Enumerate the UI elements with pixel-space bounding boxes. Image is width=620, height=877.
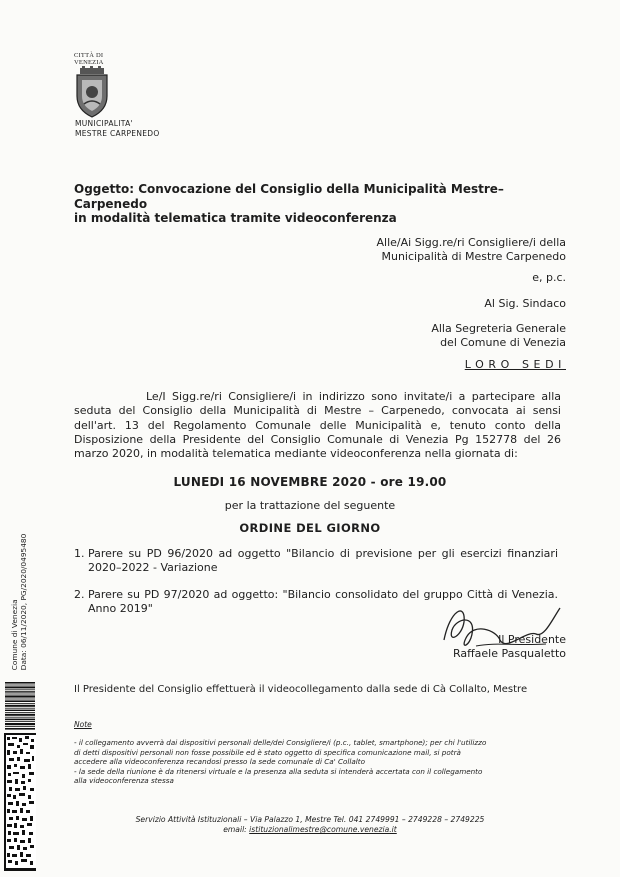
notes-body	[74, 738, 562, 786]
agenda-item-number: 1.	[74, 547, 85, 560]
recipients-mayor: Al Sig. Sindaco	[484, 297, 566, 310]
municipality-line1: MUNICIPALITA'	[75, 119, 133, 128]
footer	[0, 815, 620, 835]
signer-role: Il Presidente	[498, 633, 566, 646]
trattazione-line: per la trattazione del seguente	[224, 499, 396, 512]
city-name: CITTÀ DI VENEZIA	[74, 52, 104, 66]
recipients-cc: e, p.c.	[532, 271, 566, 284]
municipality-crest-icon	[74, 66, 110, 118]
signer	[453, 633, 566, 661]
notes-title: Note	[74, 720, 92, 729]
agenda-item	[74, 547, 561, 576]
agenda-item-text: Parere su PD 97/2020 ad oggetto: "Bilancio consolidato del gruppo Città di Venezia. Anno 2019"	[88, 588, 558, 616]
agenda-item-text: Parere su PD 96/2020 ad oggetto "Bilancio di previsione per gli esercizi finanziari 2020–2022 - Variazione	[88, 547, 558, 575]
subject-line2: in modalità telematica tramite videoconferenza	[74, 211, 397, 225]
secretariat-line1: Alla Segreteria Generale	[431, 322, 566, 335]
meeting-date: LUNEDI 16 NOVEMBRE 2020 - ore 19.00	[173, 475, 447, 489]
footer-email-label: email:	[223, 825, 247, 834]
notes-line: - la sede della riunione è da ritenersi virtuale e la presenza alla seduta si intenderà accertata con il collegamento	[74, 766, 483, 776]
recipients-councillors	[377, 236, 566, 264]
stamp-line2: Data: 06/11/2020, PG/2020/0495480	[19, 533, 28, 671]
footer-address: Servizio Attività Istituzionali – Via Palazzo 1, Mestre Tel. 041 2749991 – 2749228 – 2749225	[135, 815, 485, 824]
subject	[74, 182, 574, 226]
loro-sedi: LORO SEDI	[464, 358, 566, 371]
notes-line: alla videoconferenza stessa	[74, 776, 174, 786]
agenda-item-number: 2.	[74, 588, 85, 601]
municipality-name	[75, 119, 160, 138]
subject-line1: Oggetto: Convocazione del Consiglio della Municipalità Mestre–Carpenedo	[74, 182, 504, 211]
signer-name: Raffaele Pasqualetto	[452, 647, 566, 660]
secretariat-line2: del Comune di Venezia	[440, 336, 566, 349]
recipients-secretariat	[431, 322, 566, 350]
municipality-line2: MESTRE CARPENEDO	[75, 128, 160, 138]
stamp-line1: Comune di Venezia	[10, 599, 19, 671]
notes-line: accedere alla videoconferenza recandosi presso la sede comunale di Ca' Collalto	[74, 757, 365, 767]
footer-email-link[interactable]: istituzionalimestre@comune.venezia.it	[249, 825, 397, 834]
footer-email-line	[0, 825, 620, 835]
notes-line: di detti dispositivi personali non fosse possibile ed è stato oggetto di specifica comunicazione mail, si potrà	[74, 747, 461, 757]
convocation-paragraph: Le/I Sigg.re/ri Consigliere/i in indirizzo sono invitate/i a partecipare alla seduta del Consiglio della Municipalità di Mestre – Carpenedo, convocata ai sensi dell'art. 13 del Regolamento Comunale delle Municipalità e, tenuto conto della Disposizione della Presidente del Consiglio Comunale di Venezia Pg 152778 del 26 marzo 2020, in modalità telematica mediante videoconferenza nella giornata di:	[74, 390, 561, 461]
agenda-title: ORDINE DEL GIORNO	[239, 521, 381, 535]
data-matrix-code-icon	[3, 733, 37, 871]
notes-line: - il collegamento avverrà dai dispositivi personali delle/dei Consigliere/i (p.c., tablet, smartphone); per chi l'utilizzo	[74, 738, 487, 747]
recipients-line2: Municipalità di Mestre Carpenedo	[381, 250, 566, 263]
protocol-stamp	[2, 527, 36, 677]
recipients-line1: Alle/Ai Sigg.re/ri Consigliere/i della	[376, 236, 566, 249]
president-note: Il Presidente del Consiglio effettuerà il videocollegamento dalla sede di Cà Collalto, Mestre	[74, 684, 528, 695]
